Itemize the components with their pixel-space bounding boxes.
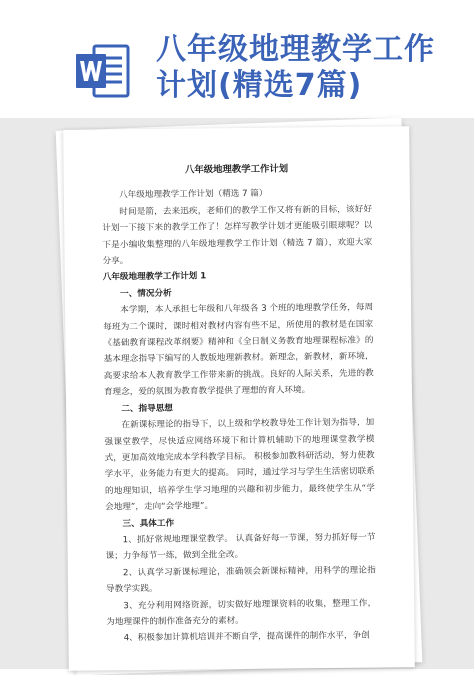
document-paragraph: 一、情况分析 (120, 288, 172, 300)
document-paragraph: 4、积极参加计算机培训并不断自学，提高课件的制作水平，争创 (123, 631, 370, 644)
document-paragraph: 时间是箭，去来迅疾，老师们的教学工作又将有新的目标，该好好计划一下接下来的教学工作了！怎样写教学计划才更能吸引眼球呢？以下是小编收集整理的八年级地理教学工作计划（精选 7 篇），欢迎大家分享。 (102, 204, 373, 267)
document-paragraph: 1、抓好常规地理课堂教学。 认真备好每一节课，努力抓好每一节课；力争每节一练，做到全批全改。 (105, 532, 376, 562)
document-paragraph: 本学期，本人承担七年级和八年级各 3 个班的地理教学任务，每周每班为二个课时，课时相对教材内容有些不足，所使用的教材是在国家《基础教育课程改革纲要》精神和《全日制义务教育地理课程标准》的基本理念指导下编写的人教版地理新教材。新理念，新教材，新环境，高要求给本人教育教学工作带来新的挑战。良好的人际关系，先进的教育理念，爱的氛围为教育教学提供了理想的育人环境。 (103, 302, 374, 398)
document-paragraph: 在新课标理论的指导下，以上级和学校教导处工作计划为指导，加强课堂教学，尽快适应网络环境下和计算机辅助下的地理课堂教学模式，更加高效地完成本学科教学目标。 积极参加教科研活动，努力使教学水平，业务能力有更大的提高。 同时，通过学习与学生生活密切联系的地理知识，培养学生学习地理的兴趣和初步能力，最终使学生从“学会地理”，走向“会学地理”。 (104, 417, 376, 513)
document-title: 八年级地理教学工作计划(精选7篇) (156, 32, 435, 103)
document-paragraph: 2、认真学习新课标理论，准确领会新课标精神，用科学的理论指导教学实践。 (105, 565, 376, 595)
page-heading: 八年级地理教学工作计划 (184, 163, 289, 176)
document-body (102, 161, 377, 648)
word-document-icon (72, 40, 134, 102)
header-banner (0, 0, 474, 122)
document-paragraph: 二、指导思想 (121, 403, 173, 414)
paragraph-list (102, 185, 377, 647)
document-paragraph: 八年级地理教学工作计划 1 (102, 271, 207, 283)
document-page (63, 126, 415, 671)
document-paragraph: 3、充分利用网络资源，切实做好地理课资料的收集，整理工作，为地理课件的制作准备充分的素材。 (106, 598, 377, 628)
document-paragraph: 八年级地理教学工作计划（精选 7 篇） (119, 189, 268, 201)
document-paragraph: 三、具体工作 (122, 518, 175, 529)
